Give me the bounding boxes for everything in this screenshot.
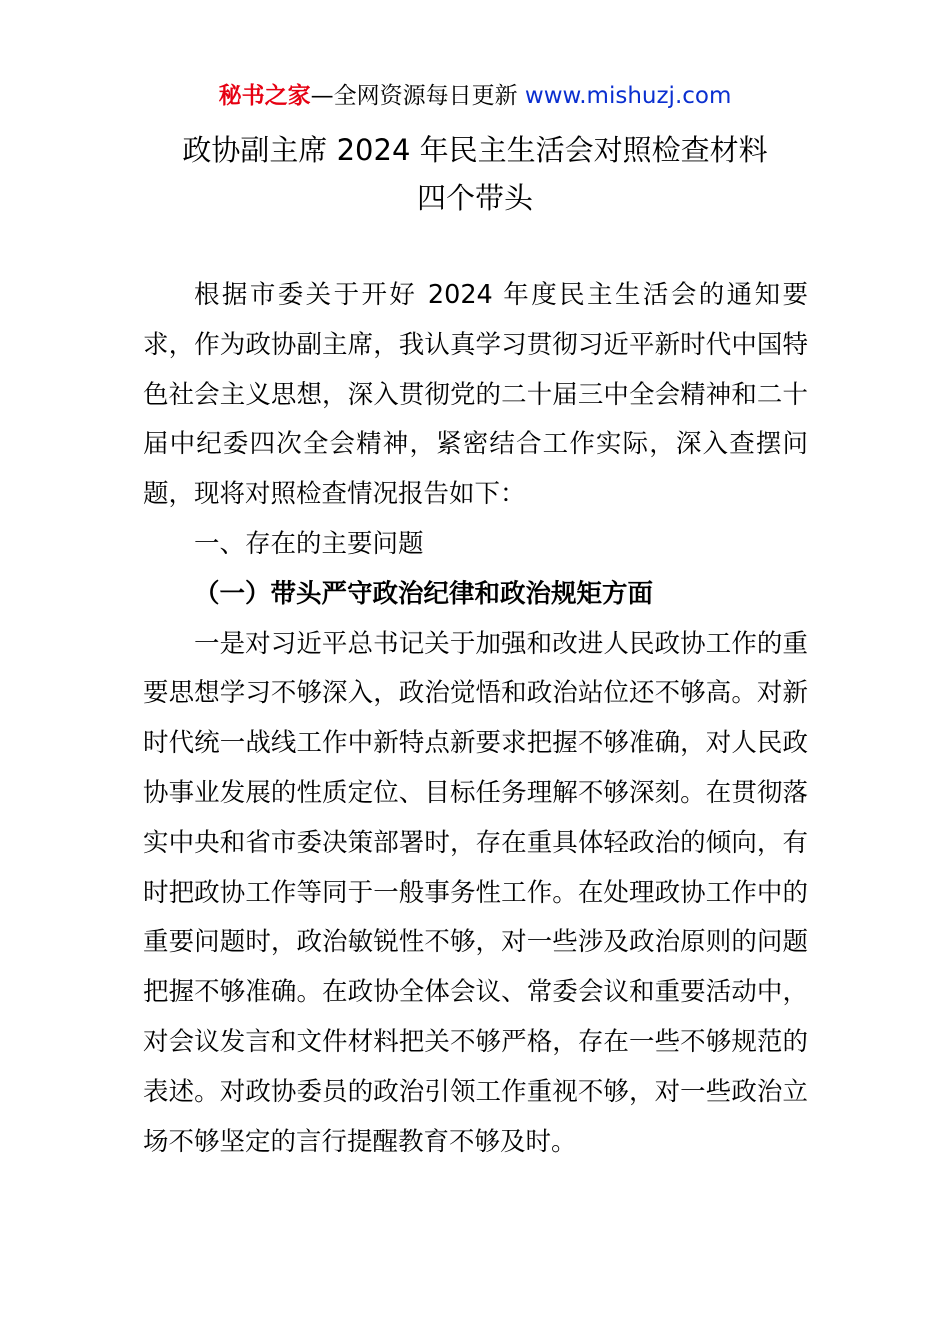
body-paragraph: 一是对习近平总书记关于加强和改进人民政协工作的重要思想学习不够深入，政治觉悟和政治站位还不够高。对新时代统一战线工作中新特点新要求把握不够准确，对人民政协事业发展的性质定位、目标任务理解不够深刻。在贯彻落实中央和省市委决策部署时，存在重具体轻政治的倾向，有时把政协工作等同于一般事务性工作。在处理政协工作中的重要问题时，政治敏锐性不够，对一些涉及政治原则的问题把握不够准确。在政协全体会议、常委会议和重要活动中，对会议发言和文件材料把关不够严格，存在一些不够规范的表述。对政协委员的政治引领工作重视不够，对一些政治立场不够坚定的言行提醒教育不够及时。: [143, 628, 808, 1157]
section-heading: 一、存在的主要问题: [194, 528, 424, 559]
document-title: 政协副主席 2024 年民主生活会对照检查材料: [182, 133, 768, 167]
header-tagline: —全网资源每日更新: [310, 83, 525, 109]
sub-heading: （一）带头严守政治纪律和政治规矩方面: [194, 578, 654, 609]
site-url-link[interactable]: www.mishuzj.com: [524, 83, 732, 109]
document-subtitle: 四个带头: [416, 181, 533, 215]
site-header: [0, 80, 950, 112]
document-body: [143, 271, 808, 1167]
intro-paragraph: 根据市委关于开好 2024 年度民主生活会的通知要求，作为政协副主席，我认真学习贯彻习近平新时代中国特色社会主义思想，深入贯彻党的二十届三中全会精神和二十届中纪委四次全会精神，紧密结合工作实际，深入查摆问题，现将对照检查情况报告如下：: [143, 280, 808, 510]
brand-name: 秘书之家: [218, 83, 311, 109]
